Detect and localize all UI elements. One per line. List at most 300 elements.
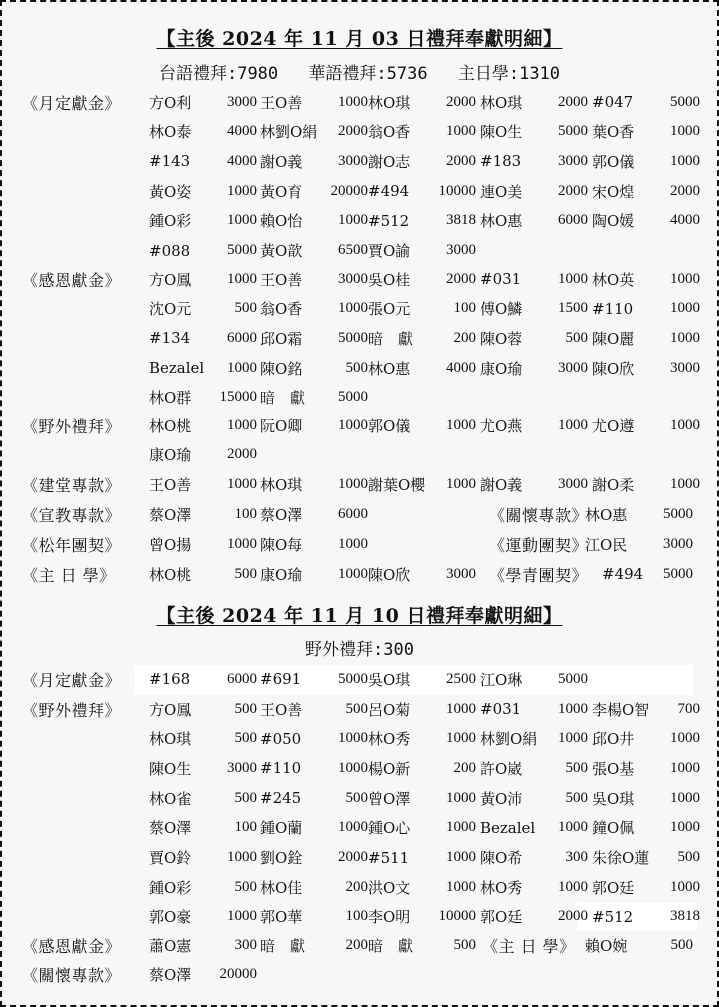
donor-name: 林O群 — [149, 389, 192, 408]
donor-name: 邱O井 — [592, 730, 635, 749]
donor-name: 蕭O憲 — [149, 936, 192, 955]
section2-subtitle — [2, 635, 717, 660]
donation-entry — [480, 180, 588, 202]
donor-name: 翁O香 — [368, 123, 411, 142]
donor-name: 林O秀 — [368, 730, 411, 749]
section2-title: 【主後 2024 年 11 月 10 日禮拜奉獻明細】 — [156, 605, 563, 627]
donation-entry — [260, 357, 368, 379]
donation-amount: 5000 — [670, 93, 700, 110]
donation-amount: 3000 — [446, 242, 476, 258]
donor-name: 蔡O澤 — [149, 819, 192, 838]
subtitle-taiwanese-service: 台語禮拜:7980 — [158, 64, 279, 84]
donor-name: 謝O義 — [260, 152, 303, 171]
category-label: 《宣教專款》 — [22, 506, 122, 525]
donor-name: 林O泰 — [149, 123, 192, 142]
donation-entry — [260, 906, 368, 928]
donor-name: 曾O揚 — [149, 535, 192, 554]
donation-entry — [368, 268, 476, 290]
donor-name: Bezalel — [149, 359, 205, 378]
donation-entry — [260, 757, 368, 779]
donation-amount: 1000 — [446, 819, 476, 836]
donation-entry — [480, 268, 588, 290]
donation-entry — [480, 150, 588, 172]
donor-name: 王O善 — [260, 700, 303, 719]
donation-entry — [149, 327, 257, 349]
donor-name: 鍾O心 — [368, 819, 411, 838]
donation-amount: 1000 — [558, 270, 588, 287]
donor-name: 鍾O蘭 — [260, 819, 303, 838]
donation-amount: 20000 — [330, 182, 368, 199]
donation-amount: 1000 — [670, 730, 700, 747]
inline-category-label: 《關懷專款》 — [489, 506, 589, 525]
donor-name: 康O瑜 — [480, 359, 523, 378]
donation-amount: 1000 — [446, 878, 476, 895]
donor-name: 連O美 — [480, 182, 523, 201]
donation-amount: 3818 — [670, 908, 700, 925]
donation-amount: 5000 — [558, 670, 588, 687]
donor-name: 林O雀 — [149, 789, 192, 808]
donation-amount: 3000 — [338, 270, 368, 287]
donor-name: 楊O新 — [368, 759, 411, 778]
donor-name: 賴O婉 — [585, 936, 628, 955]
donation-entry — [149, 414, 257, 436]
donor-name: #168 — [149, 670, 191, 688]
donation-entry — [368, 817, 476, 839]
donation-amount: 1000 — [227, 849, 257, 865]
donation-entry — [368, 906, 476, 928]
donation-amount: 1000 — [227, 908, 257, 925]
donation-amount: 2000 — [558, 182, 588, 199]
donation-entry — [260, 240, 368, 262]
donor-name: 郭O廷 — [592, 878, 635, 897]
donation-entry — [149, 934, 257, 956]
donation-entry — [149, 533, 257, 555]
donation-amount: 500 — [234, 789, 257, 806]
donation-amount: 4000 — [227, 152, 257, 169]
donation-amount: 100 — [234, 505, 257, 522]
donation-amount: 200 — [453, 329, 476, 346]
donation-entry — [368, 357, 476, 379]
donation-amount: 1000 — [558, 878, 588, 895]
donor-name: 暗 獻 — [368, 329, 414, 348]
donation-amount: 4000 — [670, 212, 700, 229]
donor-name: #691 — [260, 670, 302, 688]
donor-name: 蔡O澤 — [149, 505, 192, 524]
donation-entry — [592, 121, 700, 143]
donor-name: 郭O豪 — [149, 908, 192, 927]
donation-amount: 2000 — [670, 182, 700, 199]
donor-name: #088 — [149, 241, 191, 260]
donation-amount: 700 — [677, 700, 700, 717]
donation-amount: 3818 — [446, 212, 476, 229]
donation-amount: 6000 — [227, 329, 257, 346]
donation-entry — [368, 847, 476, 869]
donation-amount: 5000 — [663, 505, 693, 522]
donation-entry — [368, 240, 476, 262]
donor-name: #110 — [592, 299, 634, 318]
donation-amount: 500 — [677, 849, 700, 865]
donation-entry — [149, 698, 257, 720]
inline-category-label: 《運動團契》 — [489, 536, 589, 555]
donor-name: #143 — [149, 152, 191, 171]
donation-entry — [480, 414, 588, 436]
donor-name: 林O英 — [592, 270, 635, 289]
donor-name: 林劉O絹 — [480, 730, 538, 749]
donation-entry — [260, 698, 368, 720]
donor-name: 方O鳳 — [149, 270, 192, 289]
donor-name: 林O惠 — [368, 359, 411, 378]
donation-amount: 1000 — [670, 329, 700, 346]
donor-name: 林O桃 — [149, 416, 192, 435]
category-label: 《月定獻金》 — [22, 671, 122, 690]
donation-amount: 500 — [234, 878, 257, 895]
donation-amount: 200 — [345, 936, 368, 953]
donation-entry — [480, 210, 588, 232]
donation-amount: 500 — [453, 936, 476, 953]
donor-name: #031 — [480, 700, 522, 718]
donation-entry — [149, 473, 257, 495]
donation-entry — [149, 503, 257, 525]
donation-entry — [149, 444, 257, 466]
donation-entry — [480, 327, 588, 349]
donation-amount: 500 — [345, 359, 368, 376]
donor-name: #031 — [480, 270, 522, 288]
donation-amount: 2000 — [446, 270, 476, 287]
donation-entry — [480, 728, 588, 750]
donor-name: 鍾O彩 — [149, 878, 192, 897]
donation-amount: 20000 — [219, 965, 257, 982]
donor-name: 暗 獻 — [260, 936, 306, 955]
donation-entry — [480, 698, 588, 720]
donor-name: 江O琳 — [480, 670, 523, 689]
category-label: 《感恩獻金》 — [22, 937, 122, 956]
category-label: 《野外禮拜》 — [22, 701, 122, 720]
donor-name: 張O基 — [592, 759, 635, 778]
donor-name: 黃O沛 — [480, 789, 523, 808]
donation-entry — [592, 327, 700, 349]
donation-amount: 500 — [345, 700, 368, 717]
donor-name: #047 — [592, 93, 634, 111]
donation-entry — [149, 91, 257, 113]
donor-name: 江O民 — [585, 535, 628, 554]
donation-entry — [260, 91, 368, 113]
donation-entry — [592, 728, 700, 750]
donation-amount: 6000 — [338, 505, 368, 522]
donation-entry — [149, 387, 257, 409]
donor-name: Bezalel — [480, 818, 536, 837]
donation-amount: 1000 — [558, 416, 588, 433]
donor-name: 陳O希 — [480, 849, 523, 867]
donor-name: 洪O文 — [368, 878, 411, 897]
donation-entry — [260, 533, 368, 555]
donation-entry — [260, 150, 368, 172]
donor-name: 陳O生 — [149, 759, 192, 778]
donation-amount: 200 — [453, 759, 476, 776]
donation-amount: 1000 — [338, 416, 368, 433]
donation-amount: 1000 — [227, 212, 257, 229]
donation-entry — [480, 121, 588, 143]
donation-entry — [260, 787, 368, 809]
donation-entry — [368, 150, 476, 172]
inline-category-label: 《主 日 學》 — [482, 937, 576, 956]
donation-entry — [480, 668, 588, 690]
donation-amount: 3000 — [663, 535, 693, 552]
donation-entry — [260, 180, 368, 202]
donation-entry — [592, 210, 700, 232]
donor-name: 呂O菊 — [368, 700, 411, 719]
donation-amount: 3000 — [670, 359, 700, 376]
donation-entry — [592, 787, 700, 809]
donation-amount: 1000 — [338, 730, 368, 747]
donation-amount: 1000 — [227, 416, 257, 433]
donation-entry — [260, 817, 368, 839]
donor-name: 阮O卿 — [260, 416, 303, 435]
donation-amount: 1000 — [227, 535, 257, 552]
donor-name: 吳O琪 — [592, 789, 635, 808]
donation-amount: 2000 — [558, 908, 588, 925]
donor-name: 賴O怡 — [260, 212, 303, 231]
donation-amount: 15000 — [219, 389, 257, 406]
donor-name: #512 — [368, 211, 410, 230]
donor-name: 林O桃 — [149, 565, 192, 584]
donation-amount: 5000 — [558, 123, 588, 140]
donor-name: #494 — [602, 565, 644, 583]
donation-amount: 2000 — [446, 93, 476, 110]
donation-amount: 2000 — [338, 849, 368, 865]
donor-name: 方O鳳 — [149, 700, 192, 719]
donation-entry — [368, 121, 476, 143]
donation-entry — [592, 298, 700, 320]
donation-entry — [368, 563, 476, 585]
category-label: 《月定獻金》 — [22, 94, 122, 113]
subtitle-mandarin-service: 華語禮拜:5736 — [308, 64, 428, 84]
donor-name: 翁O香 — [260, 300, 303, 319]
donor-name: 傅O鱗 — [480, 300, 523, 319]
donation-amount: 500 — [565, 329, 588, 346]
donation-entry — [368, 180, 476, 202]
donation-entry — [592, 357, 700, 379]
donor-name: 林O秀 — [480, 878, 523, 897]
donation-entry — [260, 210, 368, 232]
donor-name: 郭O華 — [260, 908, 303, 927]
donor-name: 朱徐O蓮 — [592, 849, 650, 867]
donation-entry — [149, 876, 257, 898]
donation-amount: 1000 — [338, 93, 368, 110]
donation-amount: 3000 — [558, 475, 588, 492]
category-label: 《感恩獻金》 — [22, 271, 122, 290]
donation-entry — [260, 387, 368, 409]
donation-amount: 1000 — [670, 475, 700, 492]
donation-amount: 3000 — [446, 565, 476, 582]
donation-entry — [260, 728, 368, 750]
donation-entry — [480, 787, 588, 809]
donor-name: 謝O志 — [368, 152, 411, 171]
donation-entry — [260, 414, 368, 436]
donation-amount: 1000 — [670, 270, 700, 287]
donation-entry — [149, 817, 257, 839]
donation-entry — [480, 876, 588, 898]
donor-name: 康O瑜 — [149, 446, 192, 465]
donation-entry — [592, 906, 700, 928]
donation-entry — [592, 698, 700, 720]
donation-amount: 1000 — [338, 819, 368, 836]
donor-name: 謝O義 — [480, 475, 523, 494]
donation-entry — [149, 963, 257, 985]
donation-amount: 1000 — [670, 152, 700, 169]
donation-entry — [592, 180, 700, 202]
donor-name: 張O元 — [368, 300, 411, 319]
donation-entry — [149, 563, 257, 585]
donor-name: #110 — [260, 759, 302, 778]
donation-entry — [592, 817, 700, 839]
donor-name: 尤O遵 — [592, 416, 635, 435]
donation-amount: 5000 — [338, 670, 368, 687]
donor-name: #494 — [368, 182, 410, 201]
donor-name: 黃O歆 — [260, 242, 303, 260]
donation-entry — [260, 563, 368, 585]
donation-amount: 6000 — [558, 212, 588, 229]
donation-entry — [592, 268, 700, 290]
donation-amount: 1000 — [446, 123, 476, 140]
donor-name: 王O善 — [260, 93, 303, 112]
donor-name: 鐘O佩 — [592, 819, 635, 838]
donor-name: 郭O廷 — [480, 908, 523, 927]
donation-entry — [592, 150, 700, 172]
donor-name: 陳O麗 — [592, 329, 635, 348]
donation-entry — [480, 906, 588, 928]
donation-amount: 1000 — [670, 759, 700, 776]
donation-entry — [368, 210, 476, 232]
donation-amount: 3000 — [558, 359, 588, 376]
donor-name: 暗 獻 — [260, 389, 306, 408]
donation-amount: 10000 — [438, 908, 476, 925]
inline-entry — [585, 533, 693, 555]
inline-entry — [585, 934, 693, 956]
donation-entry — [480, 817, 588, 839]
donation-amount: 1000 — [670, 123, 700, 140]
donation-amount: 100 — [345, 908, 368, 925]
donation-amount: 1000 — [670, 819, 700, 836]
donor-name: 林O琪 — [149, 730, 192, 749]
inline-category-label: 《學青團契》 — [489, 566, 589, 585]
donor-name: 林O琪 — [260, 475, 303, 494]
donation-amount: 1000 — [338, 759, 368, 776]
category-label: 《松年團契》 — [22, 536, 122, 555]
donor-name: 曾O澤 — [368, 789, 411, 808]
category-label: 《關懷專款》 — [22, 966, 122, 985]
donor-name: 郭O儀 — [592, 152, 635, 171]
donation-amount: 100 — [453, 300, 476, 317]
donor-name: 蔡O澤 — [149, 965, 192, 984]
donation-amount: 5000 — [663, 565, 693, 582]
donation-amount: 1000 — [446, 849, 476, 865]
donation-amount: 2000 — [558, 93, 588, 110]
donor-name: 陳O銘 — [260, 359, 303, 378]
donor-name: #512 — [592, 907, 634, 926]
donation-entry — [368, 934, 476, 956]
donation-entry — [480, 847, 588, 869]
donation-amount: 2000 — [446, 152, 476, 169]
donation-amount: 500 — [670, 936, 693, 953]
donor-name: 陳O每 — [260, 535, 303, 554]
donation-amount: 1000 — [558, 730, 588, 747]
donor-name: #245 — [260, 789, 302, 808]
donation-entry — [149, 757, 257, 779]
donation-amount: 3000 — [558, 152, 588, 169]
donation-amount: 5000 — [338, 329, 368, 346]
donation-amount: 2000 — [338, 123, 368, 140]
donation-amount: 500 — [234, 700, 257, 717]
donation-amount: 200 — [345, 878, 368, 895]
donation-amount: 3000 — [227, 93, 257, 110]
donor-name: 鍾O彩 — [149, 212, 192, 231]
donor-name: 郭O儀 — [368, 416, 411, 435]
donation-entry — [480, 91, 588, 113]
donation-entry — [149, 180, 257, 202]
donor-name: 蔡O澤 — [260, 505, 303, 524]
donor-name: 王O善 — [260, 270, 303, 289]
donor-name: 賈O鈴 — [149, 849, 192, 867]
donation-amount: 1000 — [558, 819, 588, 836]
donation-entry — [149, 210, 257, 232]
donation-entry — [368, 668, 476, 690]
donation-entry — [149, 668, 257, 690]
donor-name: 王O善 — [149, 475, 192, 494]
donor-name: #050 — [260, 729, 302, 748]
donor-name: 李O明 — [368, 908, 411, 927]
donation-amount: 500 — [234, 565, 257, 582]
donor-name: 賈O諭 — [368, 242, 411, 260]
donation-entry — [149, 121, 257, 143]
donor-name: #134 — [149, 329, 191, 348]
donation-entry — [260, 268, 368, 290]
donation-amount: 1000 — [338, 212, 368, 229]
donation-entry — [149, 298, 257, 320]
donation-entry — [260, 847, 368, 869]
donation-amount: 1000 — [446, 730, 476, 747]
donor-name: 宋O煌 — [592, 182, 635, 201]
donation-amount: 1000 — [338, 535, 368, 552]
donation-entry — [368, 728, 476, 750]
donor-name: 林劉O絹 — [260, 123, 318, 142]
inline-entry — [602, 563, 693, 585]
donation-entry — [260, 121, 368, 143]
donation-entry — [368, 757, 476, 779]
donation-entry — [592, 473, 700, 495]
donation-entry — [260, 934, 368, 956]
donation-amount: 100 — [234, 819, 257, 836]
donation-entry — [149, 268, 257, 290]
donor-name: 陶O媛 — [592, 212, 635, 231]
donation-amount: 500 — [565, 789, 588, 806]
donation-entry — [368, 91, 476, 113]
donor-name: 林O惠 — [480, 212, 523, 231]
donor-name: 林O琪 — [480, 93, 523, 112]
donation-entry — [149, 728, 257, 750]
donor-name: 劉O銓 — [260, 849, 303, 867]
donation-amount: 1000 — [670, 878, 700, 895]
donation-amount: 1000 — [670, 789, 700, 806]
subtitle-sunday-school: 主日學:1310 — [457, 64, 561, 84]
donation-amount: 1000 — [338, 475, 368, 492]
donor-name: 許O崴 — [480, 759, 523, 778]
donation-entry — [592, 876, 700, 898]
donation-amount: 1000 — [227, 270, 257, 287]
donation-amount: 300 — [565, 849, 588, 865]
donation-amount: 1000 — [446, 416, 476, 433]
donation-entry — [368, 473, 476, 495]
donor-name: 林O佳 — [260, 878, 303, 897]
